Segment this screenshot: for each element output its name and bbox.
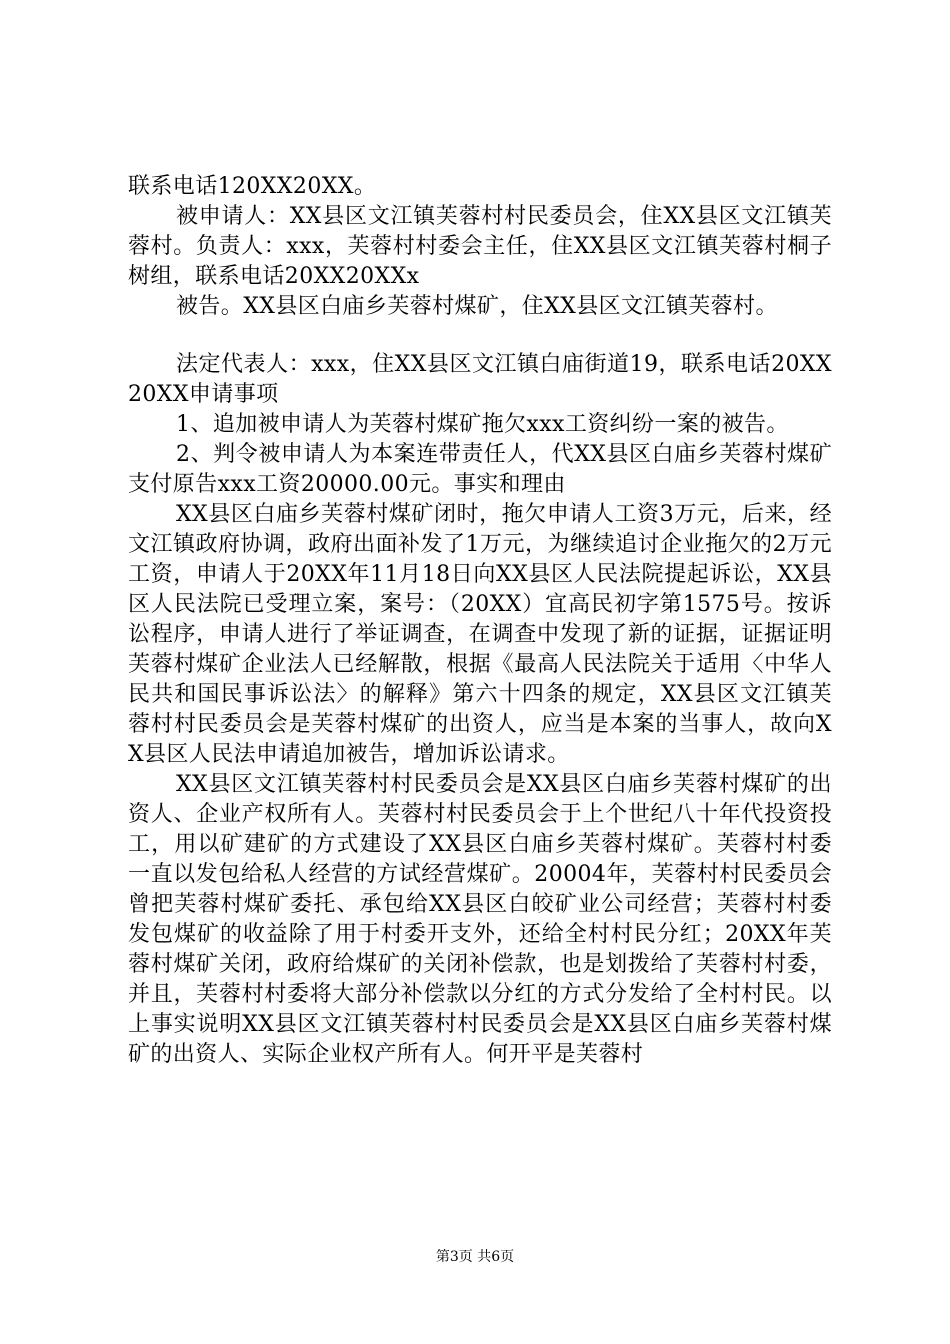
paragraph-defendant: 被告。XX县区白庙乡芙蓉村煤矿，住XX县区文江镇芙蓉村。 <box>176 294 778 319</box>
paragraph-facts-1: XX县区白庙乡芙蓉村煤矿闭时，拖欠申请人工资3万元，后来，经文江镇政府协调，政府出面补发了1万元，为继续追讨企业拖欠的2万元工资，申请人于20XX年11月18日向XX县区人民法院提起诉讼，XX县区人民法院已受理立案，案号：（20XX）宜高民初字第1575号。按诉讼程序，申请人进行了举证调查，在调查中发现了新的证据，证据证明芙蓉村煤矿企业法人已经解散，根据《最高人民法院关于适用〈中华人民共和国民事诉讼法〉的解释》第六十四条的规定，XX县区文江镇芙蓉村村民委员会是芙蓉村煤矿的出资人，应当是本案的当事人，故向XX县区人民法申请追加被告，增加诉讼请求。 <box>128 502 832 767</box>
paragraph-request-2: 2、判令被申请人为本案连带责任人，代XX县区白庙乡芙蓉村煤矿支付原告xxx工资20000.00元。事实和理由 <box>128 442 832 497</box>
page-footer: 第3页 共6页 <box>435 1249 515 1265</box>
paragraph-request-1: 1、追加被申请人为芙蓉村煤矿拖欠xxx工资纠纷一案的被告。 <box>176 412 789 437</box>
paragraph-respondent: 被申请人：XX县区文江镇芙蓉村村民委员会，住XX县区文江镇芙蓉村。负责人：xxx，芙蓉村村委会主任，住XX县区文江镇芙蓉村桐子树组，联系电话20XX20XXx <box>128 204 832 289</box>
paragraph-legal-representative: 法定代表人：xxx，住XX县区文江镇白庙街道19，联系电话20XX20XX申请事项 <box>128 352 832 407</box>
document-body <box>128 172 832 1070</box>
paragraph-contact-phone: 联系电话120XX20XX。 <box>128 174 377 199</box>
paragraph-facts-2: XX县区文江镇芙蓉村村民委员会是XX县区白庙乡芙蓉村煤矿的出资人、企业产权所有人。芙蓉村村民委员会于上个世纪八十年代投资投工，用以矿建矿的方式建设了XX县区白庙乡芙蓉村煤矿。芙蓉村村委一直以发包给私人经营的方试经营煤矿。20004年，芙蓉村村民委员会曾把芙蓉村煤矿委托、承包给XX县区白皎矿业公司经营；芙蓉村村委发包煤矿的收益除了用于村委开支外，还给全村村民分红；20XX年芙蓉村煤矿关闭，政府给煤矿的关闭补偿款，也是划拨给了芙蓉村村委，并且，芙蓉村村委将大部分补偿款以分红的方式分发给了全村村民。以上事实说明XX县区文江镇芙蓉村村民委员会是XX县区白庙乡芙蓉村煤矿的出资人、实际企业权产所有人。何开平是芙蓉村 <box>128 772 832 1067</box>
